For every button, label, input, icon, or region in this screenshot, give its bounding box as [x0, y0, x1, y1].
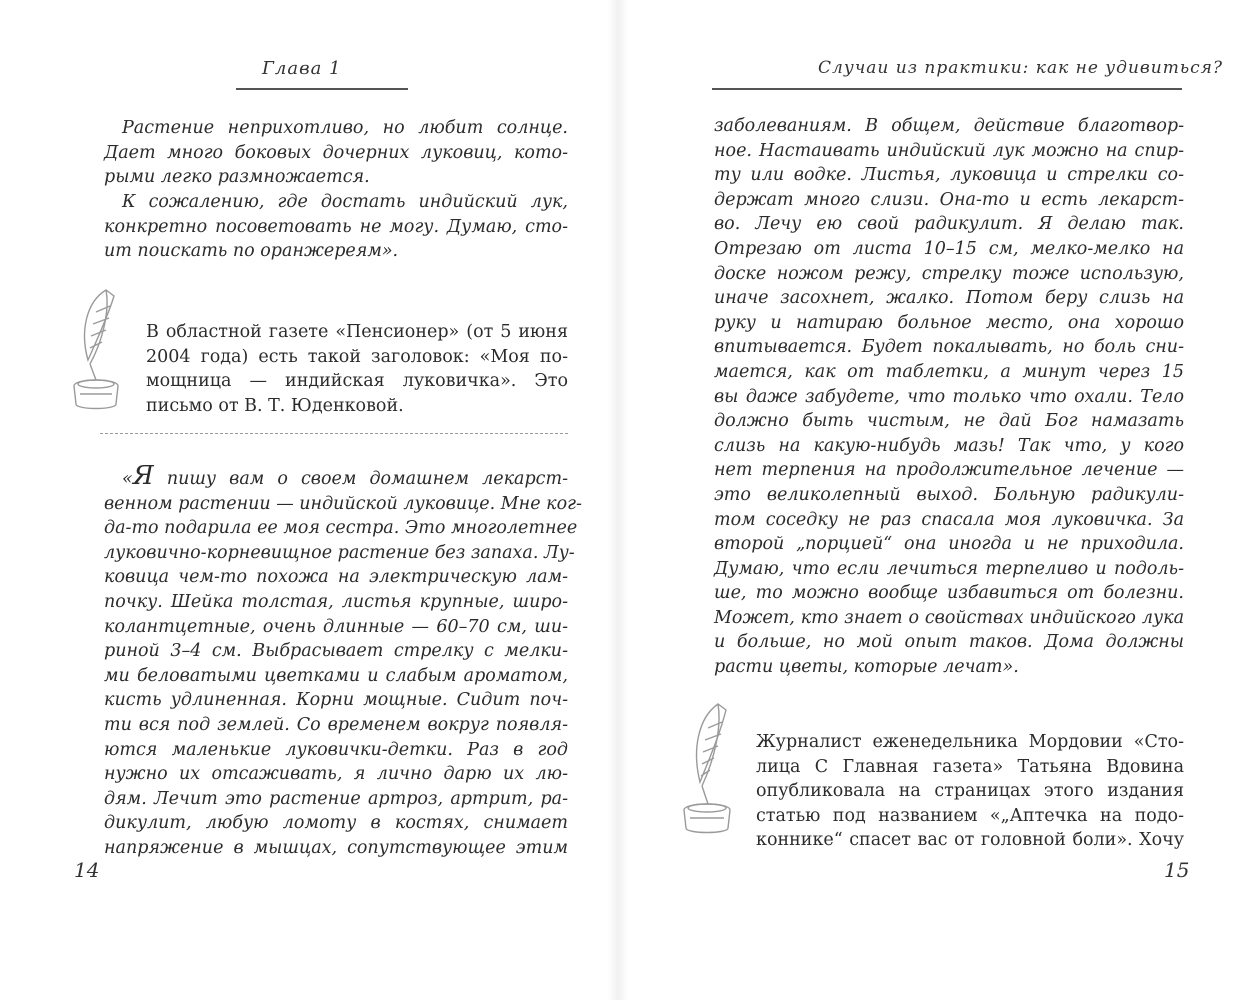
text-line: заболеваниям. В общем, действие благотвор-: [714, 116, 1184, 136]
text-line: это великолепный выход. Больную радикули-: [714, 484, 1184, 505]
text-line: коннике“ спасет вас от головной боли». Хочу: [756, 830, 1184, 851]
right-letter-text: [714, 114, 1184, 680]
text-line: Отрезаю от листа 10–15 см, мелко-мелко на: [714, 238, 1184, 259]
running-head-title: Случаи из практики: как не удивиться?: [818, 58, 1223, 78]
text-line: слизь на какую-нибудь мазь! Так что, у кого: [714, 435, 1184, 456]
text-line: доске ножом режу, стрелку тоже использую,: [714, 263, 1184, 284]
text-line: том соседку не раз спасала моя луковичка. За: [714, 509, 1184, 530]
text-line: второй „порцией“ она иногда и не приходила.: [714, 534, 1184, 555]
text-line-content: пишу вам о своем домашнем лекарст-: [166, 469, 568, 489]
text-line: руку и натираю больное место, она хорошо: [714, 312, 1184, 333]
section-separator: [100, 433, 568, 434]
text-line: вы даже забудете, что только что охали. Тело: [714, 386, 1184, 407]
text-line: ковица чем-то похожа на электрическую лам-: [104, 567, 568, 588]
text-line: Растение неприхотливо, но любит солнце.: [122, 118, 568, 138]
text-line: луковично-корневищное растение без запаха. Лу-: [104, 542, 575, 563]
text-line: К сожалению, где достать индийский лук,: [122, 192, 568, 212]
running-head-chapter: Глава 1: [262, 58, 342, 79]
text-line: дям. Лечит это растение артроз, артрит, ра-: [104, 788, 568, 809]
text-line: иначе засохнет, жалко. Потом беру слизь на: [714, 288, 1184, 309]
text-line: рыми легко размножается.: [104, 167, 370, 188]
text-line: венном растении — индийской луковице. Мне ког-: [104, 493, 582, 514]
text-line: лица С Главная газета» Татьяна Вдовина: [756, 756, 1184, 777]
text-line: Журналист еженедельника Мордовии «Сто-: [756, 732, 1184, 752]
text-line: дикулит, любую ломоту в костях, снимает: [104, 813, 568, 834]
text-line: риной 3–4 см. Выбрасывает стрелку с мелки-: [104, 641, 568, 662]
quill-and-inkwell-icon: [676, 698, 756, 838]
right-page: [618, 0, 1236, 1000]
left-intro-paragraph: [146, 320, 568, 418]
text-line: напряжение в мышцах, сопутствующее этим: [104, 837, 568, 858]
text-line: расти цветы, которые лечат».: [714, 657, 1019, 678]
right-intro-paragraph: [756, 730, 1184, 853]
text-line: ти вся под землей. Со временем вокруг появля-: [104, 714, 568, 735]
text-line: во. Лечу ею свой радикулит. Я делаю так.: [714, 214, 1184, 235]
text-line: держат много слизи. Она-то и есть лекарст-: [714, 189, 1184, 210]
text-line: письмо от В. Т. Юденковой.: [146, 395, 404, 416]
text-line: почку. Шейка толстая, листья крупные, широ-: [104, 591, 568, 612]
left-letter-text: [104, 461, 582, 861]
text-line: ми беловатыми цветками и слабым ароматом,: [104, 665, 568, 686]
text-line: Может, кто знает о свойствах индийского лука: [714, 607, 1184, 628]
text-line: нет терпения на продолжительное лечение —: [714, 460, 1184, 481]
opening-quote: «: [122, 469, 133, 489]
text-line: мощница — индийская луковичка». Это: [146, 371, 568, 392]
text-line: В областной газете «Пенсионер» (от 5 июня: [146, 322, 568, 342]
text-line: статью под названием «„Аптечка на подо-: [756, 805, 1184, 826]
text-line: да-то подарила ее моя сестра. Это многолетнее: [104, 518, 578, 539]
drop-cap: Я: [132, 461, 154, 491]
page-number: 15: [1164, 858, 1190, 882]
text-line: впитывается. Будет покалывать, но боль сни-: [714, 337, 1184, 358]
running-head-rule: [712, 88, 1182, 90]
text-line: Думаю, что если лечиться терпеливо и подоль-: [714, 558, 1184, 579]
text-line: ное. Настаивать индийский лук можно на спир-: [714, 140, 1184, 161]
text-line: кисть удлиненная. Корни мощные. Сидит поч-: [104, 690, 568, 711]
text-line: нужно их отсаживать, я лично дарю их лю-: [104, 764, 568, 785]
quill-and-inkwell-icon: [66, 282, 146, 412]
text-line: [104, 461, 568, 492]
text-line: ются маленькие луковички-детки. Раз в год: [104, 739, 568, 760]
text-line: должно быть чистым, не дай Бог намазать: [714, 411, 1184, 432]
page-number: 14: [74, 858, 100, 882]
text-line: 2004 года) есть такой заголовок: «Моя по-: [146, 346, 568, 367]
text-line: ше, то можно вообще избавиться от болезни.: [714, 583, 1184, 604]
left-top-paragraph-2: [104, 190, 568, 264]
text-line: конкретно посоветовать не могу. Думаю, сто-: [104, 216, 568, 237]
running-head-rule: [236, 88, 408, 90]
text-line: ту или водке. Листья, луковица и стрелки со-: [714, 165, 1184, 186]
text-line: мается, как от таблетки, а минут через 15: [714, 361, 1184, 382]
text-line: ит поискать по оранжереям».: [104, 241, 399, 262]
left-top-paragraph-1: [104, 116, 568, 190]
text-line: опубликовала на страницах этого издания: [756, 781, 1184, 802]
text-line: и больше, но мой опыт таков. Дома должны: [714, 632, 1184, 653]
text-line: Дает много боковых дочерних луковиц, кото-: [104, 142, 568, 163]
text-line: колантцетные, очень длинные — 60–70 см, ши-: [104, 616, 568, 637]
